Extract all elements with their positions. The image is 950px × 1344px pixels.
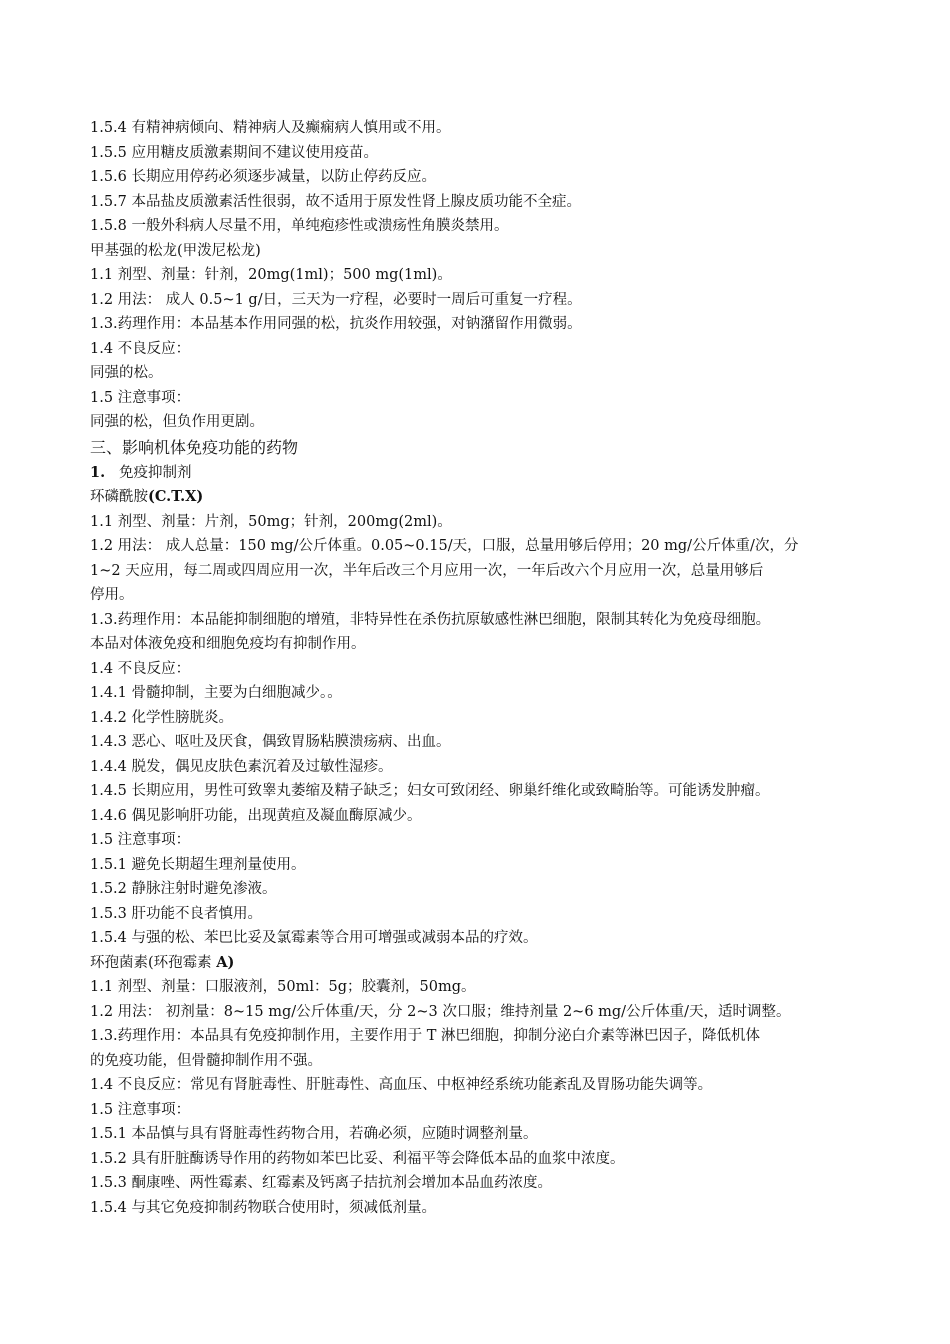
drug-abbrev: A) — [216, 953, 235, 971]
text-line: 1.1 剂型、剂量：口服液剂，50ml：5g；胶囊剂，50mg。 — [90, 979, 476, 995]
text-line: 1.4 不良反应：常见有肾脏毒性、肝脏毒性、高血压、中枢神经系统功能紊乱及胃肠功能失调等。 — [90, 1077, 713, 1093]
text-line: 1~2 天应用，每二周或四周应用一次，半年后改三个月应用一次，一年后改六个月应用一次，总量用够后 — [90, 562, 764, 579]
text-line: 1.5.7 本品盐皮质激素活性很弱，故不适用于原发性肾上腺皮质功能不全症。 — [90, 193, 582, 210]
subsection-number: 1. — [90, 463, 106, 481]
text-line: 1.5.8 一般外科病人尽量不用，单纯疱疹性或溃疡性角膜炎禁用。 — [90, 218, 509, 234]
text-line: 1.3.药理作用：本品基本作用同强的松，抗炎作用较强，对钠潴留作用微弱。 — [90, 316, 582, 332]
text-line: 1.4.1 骨髓抑制，主要为白细胞减少。。 — [90, 685, 342, 701]
document-body — [90, 116, 870, 1220]
text-line: 1.5.4 与其它免疫抑制药物联合使用时，须减低剂量。 — [90, 1199, 437, 1216]
text-line: 1.5.2 具有肝脏酶诱导作用的药物如苯巴比妥、利福平等会降低本品的血浆中浓度。 — [90, 1150, 625, 1167]
text-line: 同强的松，但负作用更剧。 — [90, 414, 264, 430]
section-heading: 三、影响机体免疫功能的药物 — [90, 437, 299, 457]
text-line: 1.1 剂型、剂量：针剂，20mg(1ml)；500 mg(1ml)。 — [90, 267, 452, 283]
text-line: 1.4.5 长期应用，男性可致睾丸萎缩及精子缺乏；妇女可致闭经、卵巢纤维化或致畸胎等。可能诱发肿瘤。 — [90, 783, 770, 799]
text-line: 1.3.药理作用：本品具有免疫抑制作用，主要作用于 T 淋巴细胞，抑制分泌白介素等淋巴因子，降低机体 — [90, 1028, 761, 1044]
drug-title — [90, 951, 870, 976]
subsection-title: 免疫抑制剂 — [118, 464, 192, 481]
text-line: 1.4.4 脱发，偶见皮肤色素沉着及过敏性湿疹。 — [90, 758, 393, 775]
text-line: 1.2 用法： 成人总量：150 mg/公斤体重。0.05~0.15/天，口服，总量用够后停用；20 mg/公斤体重/次，分 — [90, 538, 799, 554]
text-line: 1.5.4 与强的松、苯巴比妥及氯霉素等合用可增强或减弱本品的疗效。 — [90, 930, 538, 946]
text-line: 1.5.4 有精神病倾向、精神病人及癫痫病人慎用或不用。 — [90, 120, 451, 136]
text-line: 本品对体液免疫和细胞免疫均有抑制作用。 — [90, 636, 366, 652]
text-line: 1.5.6 长期应用停药必须逐步减量，以防止停药反应。 — [90, 169, 437, 185]
text-line: 1.3.药理作用：本品能抑制细胞的增殖，非特异性在杀伤抗原敏感性淋巴细胞，限制其转化为免疫母细胞。 — [90, 611, 771, 628]
text-line: 停用。 — [90, 587, 134, 603]
text-line: 1.4.3 恶心、呕吐及厌食，偶致胃肠粘膜溃疡病、出血。 — [90, 734, 451, 750]
text-line: 1.5.1 避免长期超生理剂量使用。 — [90, 856, 306, 873]
text-line: 1.2 用法： 初剂量：8~15 mg/公斤体重/天，分 2~3 次口服；维持剂量 2~6 mg/公斤体重/天，适时调整。 — [90, 1003, 791, 1020]
text-line: 的免疫功能，但骨髓抑制作用不强。 — [90, 1052, 322, 1069]
text-line: 1.4.2 化学性膀胱炎。 — [90, 709, 234, 726]
text-line: 1.5.3 酮康唑、两性霉素、红霉素及钙离子拮抗剂会增加本品血药浓度。 — [90, 1175, 553, 1191]
text-line: 1.4 不良反应： — [90, 340, 191, 357]
text-line: 1.5.1 本品慎与具有肾脏毒性药物合用，若确必须，应随时调整剂量。 — [90, 1126, 538, 1142]
drug-title: 甲基强的松龙(甲泼尼松龙) — [90, 242, 261, 259]
drug-abbrev: (C.T.X) — [148, 488, 204, 505]
text-line: 1.2 用法： 成人 0.5~1 g/日，三天为一疗程，必要时一周后可重复一疗程。 — [90, 291, 582, 308]
drug-title — [90, 485, 870, 510]
text-line: 1.5.2 静脉注射时避免渗液。 — [90, 881, 277, 897]
text-line: 同强的松。 — [90, 365, 163, 381]
text-line: 1.5 注意事项： — [90, 832, 191, 848]
drug-name: 环孢菌素(环孢霉素 — [90, 954, 217, 971]
subsection-heading — [90, 461, 870, 486]
text-line: 1.5 注意事项： — [90, 1101, 191, 1118]
drug-name: 环磷酰胺 — [90, 489, 148, 505]
text-line: 1.5.5 应用糖皮质激素期间不建议使用疫苗。 — [90, 144, 379, 161]
text-line: 1.5.3 肝功能不良者慎用。 — [90, 905, 263, 922]
text-line: 1.5 注意事项： — [90, 389, 191, 406]
text-line: 1.4.6 偶见影响肝功能，出现黄疸及凝血酶原减少。 — [90, 807, 422, 824]
text-line: 1.4 不良反应： — [90, 660, 191, 677]
text-line: 1.1 剂型、剂量：片剂，50mg；针剂，200mg(2ml)。 — [90, 513, 452, 530]
